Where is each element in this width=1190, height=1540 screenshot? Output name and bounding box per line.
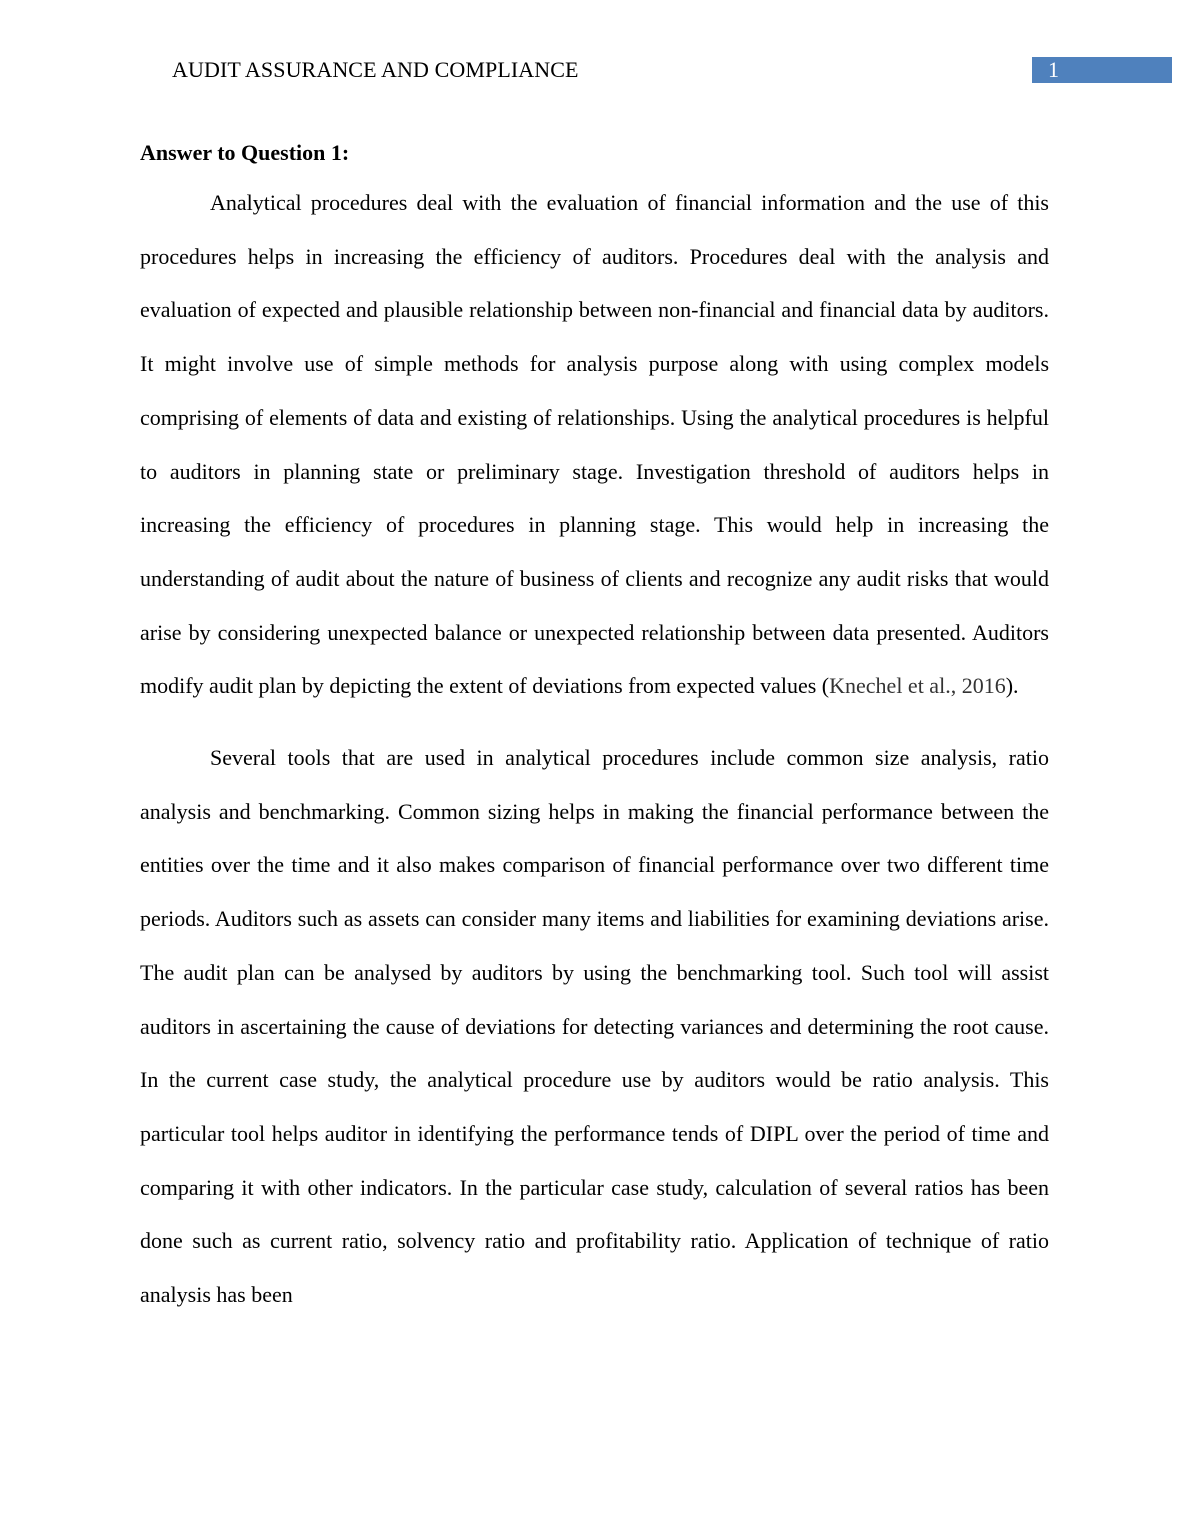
citation-link: Knechel et al., 2016	[829, 673, 1006, 699]
running-head: AUDIT ASSURANCE AND COMPLIANCE	[172, 57, 579, 82]
document-body	[140, 139, 1049, 1322]
paragraph-2	[140, 731, 1049, 1322]
page-number-box	[1032, 57, 1172, 83]
paragraph-1	[140, 176, 1049, 713]
page-header	[0, 0, 1190, 110]
section-heading: Answer to Question 1:	[140, 140, 350, 165]
page-number: 1	[1048, 57, 1059, 82]
paragraph-1-text: Analytical procedures deal with the evaluation of financial information and the use of this procedures helps in increasing the efficiency of auditors. Procedures deal with the analysis and evaluation of expected and plausible relationship between non-financial and financial data by auditors. It might involve use of simple methods for analysis purpose along with using complex models comprising of elements of data and existing of relationships. Using the analytical procedures is helpful to auditors in planning state or preliminary stage. Investigation threshold of auditors helps in increasing the efficiency of procedures in planning stage. This would help in increasing the understanding of audit about the nature of business of clients and recognize any audit risks that would arise by considering unexpected balance or unexpected relationship between data presented. Auditors modify audit plan by depicting the extent of deviations from expected values (	[140, 190, 1049, 699]
paragraph-2-text: Several tools that are used in analytical procedures include common size analysis, ratio analysis and benchmarking. Common sizing helps in making the financial performance between the entities over the time and it also makes comparison of financial performance over two different time periods. Auditors such as assets can consider many items and liabilities for examining deviations arise. The audit plan can be analysed by auditors by using the benchmarking tool. Such tool will assist auditors in ascertaining the cause of deviations for detecting variances and determining the root cause. In the current case study, the analytical procedure use by auditors would be ratio analysis. This particular tool helps auditor in identifying the performance tends of DIPL over the period of time and comparing it with other indicators. In the particular case study, calculation of several ratios has been done such as current ratio, solvency ratio and profitability ratio. Application of technique of ratio analysis has been	[140, 745, 1049, 1308]
paragraph-1-closing: ).	[1005, 673, 1019, 699]
